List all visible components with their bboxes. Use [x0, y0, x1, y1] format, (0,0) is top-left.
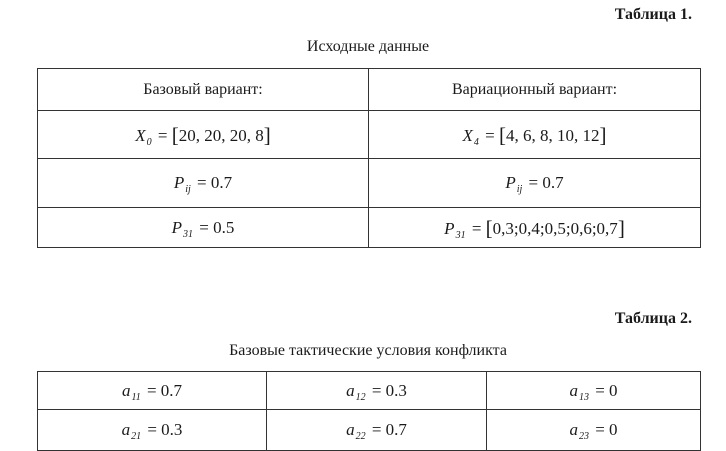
a11-cell — [38, 372, 267, 410]
variation-x4-cell — [369, 111, 701, 159]
variation-p31-cell — [369, 208, 701, 248]
base-x0-cell — [38, 111, 369, 159]
formula: $a_{21} = 0.3$ — [121, 420, 183, 442]
formula: $X_4 = [4$, 6, 8, 10, 12] — [462, 123, 607, 148]
table-row — [38, 410, 701, 451]
formula: $a_{23} = 0$ — [569, 420, 618, 442]
formula: $P_{ij} = 0.7$ — [505, 173, 564, 195]
a21-cell — [38, 410, 267, 451]
base-p31-cell — [38, 208, 369, 248]
variation-pij-cell — [369, 159, 701, 208]
table-1-number: Таблица 1. — [614, 6, 692, 23]
table-row — [38, 208, 701, 248]
table-2-title: Базовые тактические условия конфликта — [229, 342, 507, 359]
table-2-number: Таблица 2. — [614, 310, 692, 327]
a22-cell — [267, 410, 487, 451]
a23-cell — [487, 410, 701, 451]
formula: $a_{13} = 0$ — [569, 380, 618, 403]
table-row — [38, 111, 701, 159]
formula: $a_{12} = 0.3$ — [346, 380, 407, 403]
table-1-title: Исходные данные — [306, 38, 430, 55]
formula: $a_{22} = 0.7$ — [346, 420, 407, 442]
formula: $X_0 = [20$, 20, 20, 8] — [135, 123, 271, 148]
formula: $P_{31} = 0.5$ — [171, 217, 235, 240]
header-base-variant: Базовый вариант: — [38, 69, 369, 111]
table-row — [38, 372, 701, 410]
header-variation-variant: Вариационный вариант: — [369, 69, 701, 111]
a13-cell — [487, 372, 701, 410]
formula: $a_{11} = 0.7$ — [121, 380, 183, 403]
tactical-conditions-table — [37, 371, 701, 451]
source-data-table — [37, 68, 701, 248]
formula: $P_{31}$ = [0,3;0,4;0,5;0,6;0,7] — [444, 216, 625, 241]
a12-cell — [267, 372, 487, 410]
table-row — [38, 159, 701, 208]
formula: $P_{ij} = 0.7$ — [173, 173, 233, 195]
table-header-row — [38, 69, 701, 111]
base-pij-cell — [38, 159, 369, 208]
